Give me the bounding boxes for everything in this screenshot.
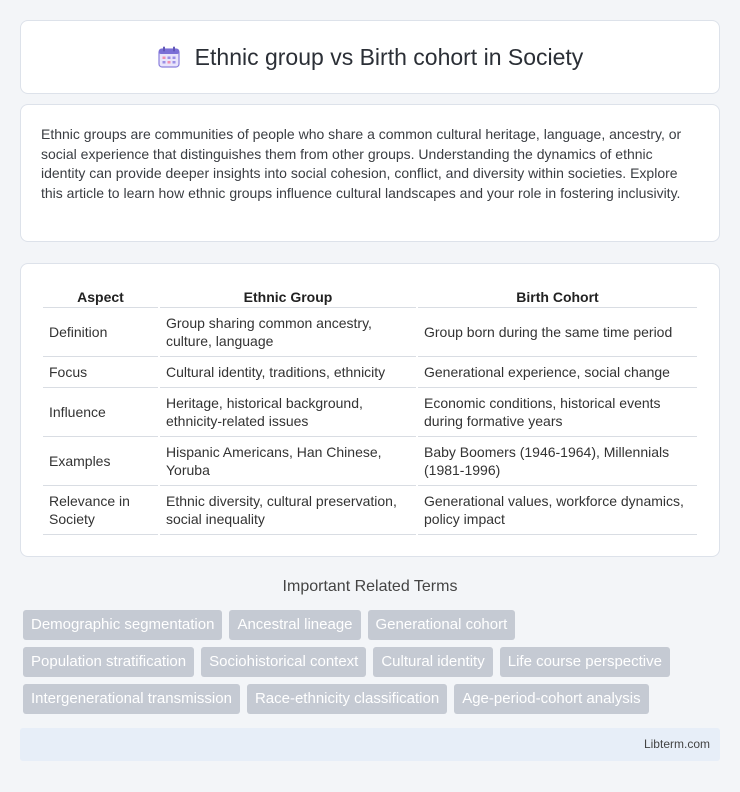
related-term-tag[interactable]: Race-ethnicity classification (247, 684, 447, 714)
title-card (20, 20, 720, 94)
table-cell: Economic conditions, historical events during formative years (418, 388, 697, 437)
table-header-row (43, 284, 697, 308)
related-term-tag[interactable]: Age-period-cohort analysis (454, 684, 648, 714)
table-row (43, 357, 697, 388)
table-cell: Generational values, workforce dynamics, policy impact (418, 486, 697, 535)
footer (20, 728, 720, 761)
table-cell: Baby Boomers (1946-1964), Millennials (1981-1996) (418, 437, 697, 486)
table-cell: Examples (43, 437, 158, 486)
footer-site-link[interactable]: Libterm.com (643, 737, 710, 751)
related-terms-list (23, 610, 723, 721)
intro-card (20, 104, 720, 242)
table-cell: Generational experience, social change (418, 357, 697, 388)
intro-text: Ethnic groups are communities of people who share a common cultural heritage, language, ancestry, or social experience that distinguishes them from other groups. Understanding the dynamics of ethnic identity can provide deeper insights into social cohesion, conflict, and diversity within societies. Explore this article to learn how ethnic groups influence cultural landscapes and your role in fostering inclusivity. (41, 126, 682, 201)
column-header-birth-cohort: Birth Cohort (418, 284, 697, 308)
comparison-table-card (20, 263, 720, 557)
table-cell: Group sharing common ancestry, culture, language (160, 308, 416, 357)
table-row (43, 388, 697, 437)
table-cell: Heritage, historical background, ethnicity-related issues (160, 388, 416, 437)
comparison-table (41, 284, 699, 535)
table-cell: Group born during the same time period (418, 308, 697, 357)
table-cell: Focus (43, 357, 158, 388)
table-row (43, 308, 697, 357)
column-header-ethnic-group: Ethnic Group (160, 284, 416, 308)
table-cell: Ethnic diversity, cultural preservation, social inequality (160, 486, 416, 535)
related-term-tag[interactable]: Life course perspective (500, 647, 670, 677)
related-term-tag[interactable]: Population stratification (23, 647, 194, 677)
related-terms-title: Important Related Terms (282, 578, 458, 595)
related-term-tag[interactable]: Sociohistorical context (201, 647, 366, 677)
calendar-icon (157, 45, 181, 69)
table-cell: Influence (43, 388, 158, 437)
related-term-tag[interactable]: Cultural identity (373, 647, 492, 677)
column-header-aspect: Aspect (43, 284, 158, 308)
related-term-tag[interactable]: Ancestral lineage (229, 610, 360, 640)
table-cell: Hispanic Americans, Han Chinese, Yoruba (160, 437, 416, 486)
page-title: Ethnic group vs Birth cohort in Society (194, 43, 584, 70)
table-row (43, 486, 697, 535)
related-term-tag[interactable]: Demographic segmentation (23, 610, 222, 640)
related-term-tag[interactable]: Generational cohort (368, 610, 516, 640)
table-cell: Definition (43, 308, 158, 357)
table-cell: Cultural identity, traditions, ethnicity (160, 357, 416, 388)
table-row (43, 437, 697, 486)
table-cell: Relevance in Society (43, 486, 158, 535)
related-term-tag[interactable]: Intergenerational transmission (23, 684, 240, 714)
